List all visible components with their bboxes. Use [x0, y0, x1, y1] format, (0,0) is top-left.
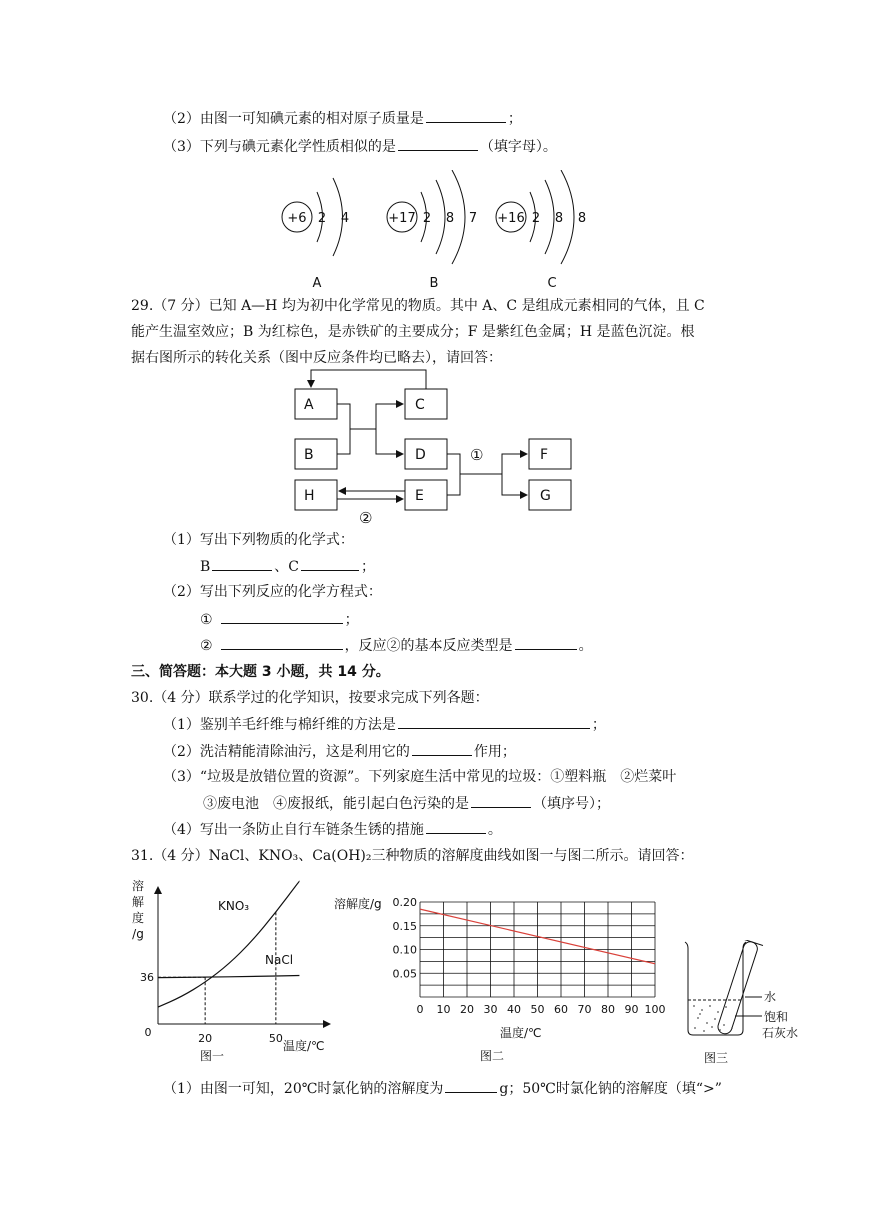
arrow-to-f — [502, 454, 527, 474]
arrow-c-to-a — [311, 370, 426, 389]
q29-stem-line1: 29.（7 分）已知 A—H 均为初中化学常见的物质。其中 A、C 是组成元素相同的气体，且 C — [131, 298, 705, 314]
y-axis-label-part: /g — [132, 927, 144, 941]
label-saturated: 饱和 — [764, 1010, 789, 1024]
q31-stem: 31.（4 分）NaCl、KNO₃、Ca(OH)₂三种物质的溶解度曲线如图一与图二所示。请回答： — [131, 848, 694, 864]
x-tick-label: 50 — [268, 1032, 283, 1045]
y-axis-label-part: 解 — [131, 895, 145, 909]
shell-c-1: 2 — [531, 211, 541, 226]
section3-heading: 三、简答题：本大题 3 小题，共 14 分。 — [131, 664, 390, 680]
answer-blank-q30-2[interactable] — [412, 741, 472, 756]
atom-c — [496, 170, 586, 291]
x-tick-label: 20 — [198, 1032, 213, 1045]
q29-eq1-end: ； — [344, 612, 359, 628]
q30-p4-text: （4）写出一条防止自行车链条生锈的措施 — [163, 822, 424, 838]
y-tick-label: 0.10 — [392, 943, 417, 957]
conversion-flow-diagram — [290, 360, 580, 530]
y-axis-arrow — [154, 886, 162, 894]
q28-part3-end: （填字母）。 — [479, 139, 557, 155]
figure-2-caption: 图二 — [480, 1049, 505, 1063]
q29-eq2-marker: ② — [200, 638, 213, 654]
figure-3-caption: 图三 — [704, 1051, 729, 1065]
x-tick-label: 40 — [507, 1003, 521, 1016]
y-tick-label: 0.15 — [392, 919, 417, 933]
label-a: A — [312, 276, 322, 291]
q29-part2: （2）写出下列反应的化学方程式： — [163, 584, 382, 600]
q30-p4 — [163, 819, 502, 840]
atom-a — [282, 178, 349, 291]
q29-eq2-end: 。 — [578, 638, 593, 654]
x-tick-label: 10 — [436, 1003, 451, 1016]
atom-b — [387, 170, 477, 291]
figure-2-solubility-chart — [330, 890, 680, 1070]
box-label-c: C — [415, 397, 425, 413]
y-tick-label: 0.05 — [392, 967, 417, 981]
y-tick-label: 0.20 — [392, 896, 417, 909]
x-tick-label: 0 — [144, 1026, 152, 1039]
x-tick-label: 30 — [483, 1003, 498, 1016]
q31-part1-text-a: （1）由图一可知，20℃时氯化钠的溶解度为 — [163, 1081, 444, 1097]
label-water: 水 — [764, 990, 777, 1004]
answer-blank-eq1[interactable] — [221, 609, 343, 624]
y-axis-label-part: 溶 — [131, 879, 145, 893]
q29-stem-line3: 据右图所示的转化关系（图中反应条件均已略去），请回答： — [131, 350, 502, 366]
shell-a-2: 4 — [340, 211, 350, 226]
answer-blank-q30-1[interactable] — [398, 714, 590, 729]
atom-structure-diagrams — [270, 170, 610, 292]
shell-a-1: 2 — [317, 211, 327, 226]
q30-p3-line1: （3）“垃圾是放错位置的资源”。下列家庭生活中常见的垃圾：①塑料瓶 ②烂菜叶 — [163, 769, 677, 785]
figure-1-caption: 图一 — [200, 1049, 225, 1063]
arrow-to-d — [376, 429, 403, 454]
answer-blank-eq2[interactable] — [221, 635, 343, 650]
box-label-a: A — [304, 397, 314, 413]
q30-p1-end: ； — [591, 717, 606, 733]
q30-p2 — [163, 741, 516, 762]
box-d — [405, 439, 447, 469]
q28-part2-end: ； — [507, 111, 522, 127]
box-label-f: F — [540, 447, 549, 463]
nucleus-b: +17 — [388, 211, 416, 226]
q29-eq2 — [200, 635, 593, 656]
box-h — [295, 480, 337, 510]
box-e — [405, 480, 447, 510]
x-tick-label: 20 — [460, 1003, 474, 1016]
q30-p3-end: （填序号）； — [533, 796, 610, 812]
q29-part1-b: B — [200, 559, 211, 575]
q29-part1-c: 、C — [274, 559, 300, 575]
box-label-d: D — [415, 447, 426, 463]
q30-p2-text: （2）洗洁精能清除油污，这是利用它的 — [163, 744, 410, 760]
answer-blank-reaction-type[interactable] — [515, 635, 577, 650]
shell-c-3: 8 — [577, 211, 587, 226]
x-tick-label: 90 — [624, 1003, 639, 1016]
answer-blank-b[interactable] — [212, 556, 272, 571]
y-axis-label: 溶解度/g — [334, 897, 382, 911]
q30-p3-line2-text: ③废电池 ④废报纸，能引起白色污染的是 — [203, 796, 469, 812]
box-a — [295, 389, 337, 419]
answer-blank-c[interactable] — [301, 556, 359, 571]
q28-part3-text: （3）下列与碘元素化学性质相似的是 — [163, 139, 396, 155]
q29-eq1-marker: ① — [200, 612, 213, 628]
x-tick-label: 0 — [416, 1003, 424, 1016]
q30-stem: 30.（4 分）联系学过的化学知识，按要求完成下列各题： — [131, 690, 489, 706]
q29-eq1 — [200, 609, 359, 630]
y-axis-label-part: 度 — [131, 911, 145, 925]
box-label-b: B — [304, 447, 314, 463]
x-axis-label: 温度/℃ — [500, 1026, 542, 1040]
answer-blank-q30-3[interactable] — [471, 793, 531, 808]
x-tick-label: 60 — [554, 1003, 568, 1016]
x-axis-label: 温度/℃ — [283, 1039, 325, 1053]
nucleus-a: +6 — [287, 211, 307, 226]
q30-p4-end: 。 — [487, 822, 502, 838]
q31-part1 — [163, 1078, 722, 1099]
box-label-g: G — [540, 488, 551, 504]
x-tick-label: 50 — [530, 1003, 545, 1016]
q31-part1-text-b: g；50℃时氯化钠的溶解度（填“>” — [499, 1081, 722, 1097]
label-c: C — [547, 276, 557, 291]
x-tick-label: 80 — [601, 1003, 615, 1016]
series-line — [158, 976, 299, 978]
box-label-h: H — [304, 488, 315, 504]
q29-part1-answers — [200, 556, 375, 577]
q29-eq2-mid: ，反应②的基本反应类型是 — [344, 638, 513, 654]
shell-b-2: 8 — [445, 211, 455, 226]
shell-b-1: 2 — [422, 211, 432, 226]
q28-part3 — [163, 136, 557, 157]
answer-blank-q30-4[interactable] — [426, 819, 486, 834]
q30-p2-end: 作用； — [473, 744, 516, 760]
reaction-marker-2: ② — [359, 509, 373, 527]
box-f — [529, 439, 571, 469]
q29-part1: （1）写出下列物质的化学式： — [163, 532, 354, 548]
series-label: KNO₃ — [218, 899, 250, 913]
arrow-to-c — [376, 404, 403, 429]
box-c — [405, 389, 447, 419]
q28-part2-text: （2）由图一可知碘元素的相对原子质量是 — [163, 111, 424, 127]
nucleus-c: +16 — [497, 211, 525, 226]
series-label: NaCl — [265, 953, 294, 967]
shell-c-2: 8 — [554, 211, 564, 226]
figure-3-beaker — [680, 940, 820, 1070]
q29-stem-line2: 能产生温室效应；B 为红棕色，是赤铁矿的主要成分；F 是紫红色金属；H 是蓝色沉淀。根 — [131, 324, 695, 340]
box-label-e: E — [415, 488, 424, 504]
answer-blank[interactable] — [426, 108, 506, 123]
q28-part2 — [163, 108, 522, 129]
figure-1-solubility-chart — [128, 874, 338, 1074]
q30-p3-line2 — [203, 793, 610, 814]
answer-blank-q31-1[interactable] — [445, 1078, 497, 1093]
label-b: B — [429, 276, 439, 291]
q29-part1-end: ； — [361, 559, 376, 575]
q30-p1-text: （1）鉴别羊毛纤维与棉纤维的方法是 — [163, 717, 396, 733]
answer-blank[interactable] — [398, 136, 478, 151]
q30-p1 — [163, 714, 606, 735]
x-tick-label: 70 — [577, 1003, 592, 1016]
y-tick-label: 36 — [140, 971, 154, 985]
shell-b-3: 7 — [468, 211, 478, 226]
box-b — [295, 439, 337, 469]
arrow-to-g — [502, 474, 527, 495]
reaction-marker-1: ① — [470, 446, 484, 464]
label-limewater: 石灰水 — [762, 1026, 799, 1040]
x-tick-label: 100 — [644, 1003, 666, 1016]
